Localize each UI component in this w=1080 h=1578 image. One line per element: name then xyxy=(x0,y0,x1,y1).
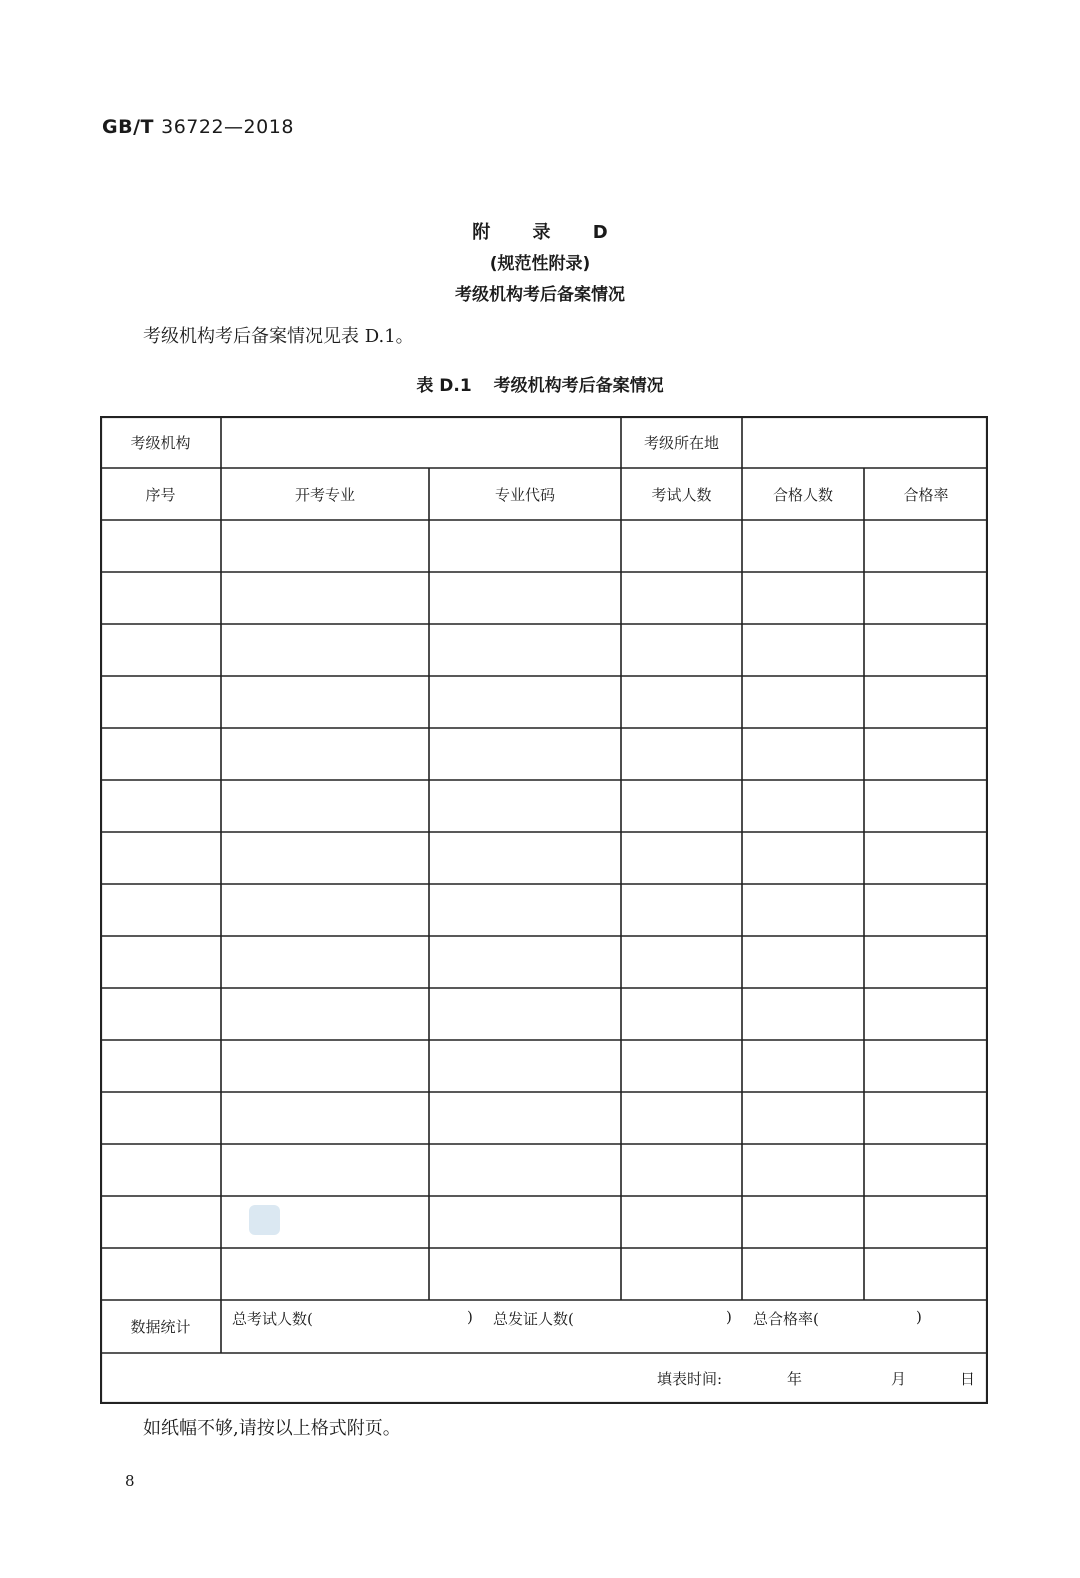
total-rate-close: ) xyxy=(916,1308,922,1326)
table-caption-number: 表 D.1 xyxy=(416,376,472,396)
location-value-field[interactable] xyxy=(742,416,988,468)
stats-label: 数据统计 xyxy=(130,1318,191,1336)
col-header-major-code: 专业代码 xyxy=(494,485,555,504)
col-header-exam-count: 考试人数 xyxy=(651,485,712,504)
fill-day-label: 日 xyxy=(960,1370,976,1388)
org-label: 考级机构 xyxy=(130,433,191,452)
total-exam-label: 总考试人数( xyxy=(232,1310,313,1328)
fill-time-label: 填表时间: xyxy=(657,1370,723,1388)
page-number: 8 xyxy=(125,1472,135,1490)
intro-text: 考级机构考后备案情况见表 D.1。 xyxy=(143,326,414,347)
standard-code xyxy=(102,116,294,138)
footnote: 如纸幅不够,请按以上格式附页。 xyxy=(143,1418,401,1439)
fill-year-label: 年 xyxy=(787,1370,803,1388)
record-table xyxy=(100,416,988,1404)
standard-number: 36722—2018 xyxy=(161,116,294,138)
watermark-logo-icon xyxy=(249,1205,280,1235)
col-header-pass-count: 合格人数 xyxy=(772,485,833,504)
total-cert-close: ) xyxy=(726,1308,732,1326)
table-caption xyxy=(0,371,1080,396)
col-header-index: 序号 xyxy=(145,485,176,504)
appendix-subtitle: (规范性附录) xyxy=(489,254,591,274)
location-label: 考级所在地 xyxy=(643,433,719,452)
standard-prefix: GB/T xyxy=(102,116,154,138)
col-header-pass-rate: 合格率 xyxy=(903,485,949,504)
fill-month-label: 月 xyxy=(891,1370,907,1388)
table-grid-lines xyxy=(100,416,988,1404)
total-rate-label: 总合格率( xyxy=(753,1310,819,1328)
appendix-title: 附 录 D xyxy=(472,222,626,243)
appendix-name: 考级机构考后备案情况 xyxy=(455,285,625,305)
total-exam-close: ) xyxy=(467,1308,473,1326)
col-header-major: 开考专业 xyxy=(294,485,355,504)
table-caption-title: 考级机构考后备案情况 xyxy=(493,376,664,396)
total-cert-label: 总发证人数( xyxy=(493,1310,574,1328)
org-value-field[interactable] xyxy=(221,416,621,468)
